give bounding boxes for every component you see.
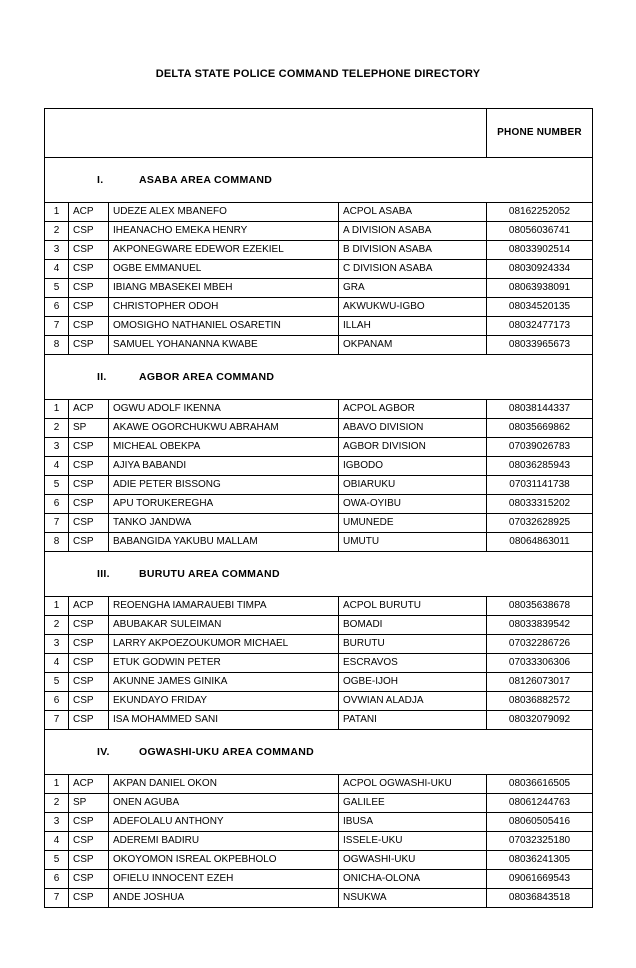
cell-station: ACPOL ASABA xyxy=(339,203,487,222)
table-row xyxy=(45,495,593,514)
cell-phone-number: 08036616505 xyxy=(487,775,593,794)
cell-serial: 6 xyxy=(45,870,69,889)
page-title: DELTA STATE POLICE COMMAND TELEPHONE DIRECTORY xyxy=(155,68,481,80)
cell-rank: ACP xyxy=(69,203,109,222)
cell-rank: CSP xyxy=(69,870,109,889)
cell-officer-name: ANDE JOSHUA xyxy=(109,889,339,908)
cell-rank: CSP xyxy=(69,495,109,514)
table-row xyxy=(45,476,593,495)
cell-serial: 3 xyxy=(45,438,69,457)
cell-rank: CSP xyxy=(69,832,109,851)
cell-officer-name: CHRISTOPHER ODOH xyxy=(109,298,339,317)
section-heading xyxy=(45,355,593,400)
cell-rank: CSP xyxy=(69,533,109,552)
cell-officer-name: AKPAN DANIEL OKON xyxy=(109,775,339,794)
table-row xyxy=(45,260,593,279)
cell-rank: CSP xyxy=(69,241,109,260)
cell-station: OWA-OYIBU xyxy=(339,495,487,514)
cell-serial: 6 xyxy=(45,692,69,711)
cell-rank: CSP xyxy=(69,457,109,476)
cell-station: OKPANAM xyxy=(339,336,487,355)
table-row xyxy=(45,457,593,476)
cell-station: PATANI xyxy=(339,711,487,730)
cell-serial: 7 xyxy=(45,889,69,908)
section-roman-numeral: I. xyxy=(97,174,104,186)
table-row xyxy=(45,298,593,317)
cell-serial: 7 xyxy=(45,317,69,336)
table-row xyxy=(45,673,593,692)
cell-phone-number: 08060505416 xyxy=(487,813,593,832)
cell-serial: 8 xyxy=(45,336,69,355)
cell-officer-name: SAMUEL YOHANANNA KWABE xyxy=(109,336,339,355)
cell-phone-number: 07031141738 xyxy=(487,476,593,495)
section-heading-row xyxy=(45,552,593,597)
cell-serial: 3 xyxy=(45,241,69,260)
section-heading-row xyxy=(45,355,593,400)
cell-phone-number: 08032079092 xyxy=(487,711,593,730)
cell-phone-number: 08035669862 xyxy=(487,419,593,438)
cell-station: A DIVISION ASABA xyxy=(339,222,487,241)
cell-officer-name: OFIELU INNOCENT EZEH xyxy=(109,870,339,889)
cell-officer-name: ABUBAKAR SULEIMAN xyxy=(109,616,339,635)
table-row xyxy=(45,336,593,355)
cell-rank: CSP xyxy=(69,476,109,495)
cell-station: OGWASHI-UKU xyxy=(339,851,487,870)
section-heading xyxy=(45,552,593,597)
cell-rank: CSP xyxy=(69,692,109,711)
cell-phone-number: 08030924334 xyxy=(487,260,593,279)
cell-officer-name: OGWU ADOLF IKENNA xyxy=(109,400,339,419)
cell-phone-number: 08126073017 xyxy=(487,673,593,692)
cell-serial: 7 xyxy=(45,514,69,533)
table-row xyxy=(45,870,593,889)
cell-officer-name: ONEN AGUBA xyxy=(109,794,339,813)
document-page xyxy=(0,68,636,968)
cell-officer-name: AJIYA BABANDI xyxy=(109,457,339,476)
directory-table xyxy=(44,108,593,908)
cell-officer-name: LARRY AKPOEZOUKUMOR MICHAEL xyxy=(109,635,339,654)
cell-serial: 8 xyxy=(45,533,69,552)
table-row xyxy=(45,241,593,260)
cell-rank: CSP xyxy=(69,654,109,673)
table-row xyxy=(45,794,593,813)
cell-phone-number: 08036285943 xyxy=(487,457,593,476)
cell-phone-number: 08033902514 xyxy=(487,241,593,260)
section-roman-numeral: III. xyxy=(97,568,110,580)
cell-station: ACPOL OGWASHI-UKU xyxy=(339,775,487,794)
cell-phone-number: 08064863011 xyxy=(487,533,593,552)
cell-station: IGBODO xyxy=(339,457,487,476)
cell-serial: 3 xyxy=(45,635,69,654)
cell-station: OGBE-IJOH xyxy=(339,673,487,692)
cell-phone-number: 07032325180 xyxy=(487,832,593,851)
directory-table-wrapper xyxy=(44,108,592,908)
cell-phone-number: 07032286726 xyxy=(487,635,593,654)
cell-officer-name: BABANGIDA YAKUBU MALLAM xyxy=(109,533,339,552)
cell-rank: CSP xyxy=(69,889,109,908)
table-row xyxy=(45,438,593,457)
cell-phone-number: 07032628925 xyxy=(487,514,593,533)
column-header-phone: PHONE NUMBER xyxy=(487,109,593,158)
cell-rank: CSP xyxy=(69,317,109,336)
cell-phone-number: 08033839542 xyxy=(487,616,593,635)
section-roman-numeral: II. xyxy=(97,371,107,383)
cell-rank: CSP xyxy=(69,711,109,730)
cell-station: ILLAH xyxy=(339,317,487,336)
cell-station: UMUTU xyxy=(339,533,487,552)
cell-officer-name: REOENGHA IAMARAUEBI TIMPA xyxy=(109,597,339,616)
cell-serial: 1 xyxy=(45,400,69,419)
cell-station: AKWUKWU-IGBO xyxy=(339,298,487,317)
section-label: BURUTU AREA COMMAND xyxy=(139,568,280,580)
table-row xyxy=(45,317,593,336)
cell-station: B DIVISION ASABA xyxy=(339,241,487,260)
cell-phone-number: 08036241305 xyxy=(487,851,593,870)
cell-officer-name: AKUNNE JAMES GINIKA xyxy=(109,673,339,692)
cell-serial: 4 xyxy=(45,832,69,851)
cell-serial: 5 xyxy=(45,279,69,298)
cell-station: ONICHA-OLONA xyxy=(339,870,487,889)
table-row xyxy=(45,775,593,794)
table-row xyxy=(45,851,593,870)
cell-officer-name: OGBE EMMANUEL xyxy=(109,260,339,279)
cell-station: ACPOL AGBOR xyxy=(339,400,487,419)
cell-serial: 2 xyxy=(45,419,69,438)
table-row xyxy=(45,711,593,730)
cell-phone-number: 08056036741 xyxy=(487,222,593,241)
section-heading xyxy=(45,158,593,203)
cell-phone-number: 08036882572 xyxy=(487,692,593,711)
section-roman-numeral: IV. xyxy=(97,746,110,758)
cell-rank: CSP xyxy=(69,260,109,279)
cell-rank: ACP xyxy=(69,400,109,419)
cell-serial: 1 xyxy=(45,597,69,616)
cell-officer-name: AKAWE OGORCHUKWU ABRAHAM xyxy=(109,419,339,438)
cell-station: ABAVO DIVISION xyxy=(339,419,487,438)
cell-serial: 7 xyxy=(45,711,69,730)
table-row xyxy=(45,597,593,616)
cell-serial: 5 xyxy=(45,673,69,692)
cell-officer-name: ETUK GODWIN PETER xyxy=(109,654,339,673)
cell-serial: 6 xyxy=(45,298,69,317)
cell-serial: 5 xyxy=(45,476,69,495)
cell-station: IBUSA xyxy=(339,813,487,832)
cell-officer-name: ADIE PETER BISSONG xyxy=(109,476,339,495)
cell-phone-number: 08038144337 xyxy=(487,400,593,419)
table-row xyxy=(45,533,593,552)
cell-serial: 4 xyxy=(45,654,69,673)
cell-rank: CSP xyxy=(69,673,109,692)
table-header-row xyxy=(45,109,593,158)
cell-station: OBIARUKU xyxy=(339,476,487,495)
cell-station: NSUKWA xyxy=(339,889,487,908)
cell-rank: SP xyxy=(69,419,109,438)
cell-officer-name: OMOSIGHO NATHANIEL OSARETIN xyxy=(109,317,339,336)
cell-officer-name: UDEZE ALEX MBANEFO xyxy=(109,203,339,222)
cell-phone-number: 07033306306 xyxy=(487,654,593,673)
cell-station: C DIVISION ASABA xyxy=(339,260,487,279)
cell-officer-name: AKPONEGWARE EDEWOR EZEKIEL xyxy=(109,241,339,260)
cell-serial: 2 xyxy=(45,616,69,635)
cell-rank: CSP xyxy=(69,813,109,832)
cell-phone-number: 08162252052 xyxy=(487,203,593,222)
cell-rank: CSP xyxy=(69,222,109,241)
cell-serial: 2 xyxy=(45,222,69,241)
cell-rank: CSP xyxy=(69,336,109,355)
cell-phone-number: 08033315202 xyxy=(487,495,593,514)
cell-serial: 4 xyxy=(45,457,69,476)
cell-serial: 6 xyxy=(45,495,69,514)
cell-station: UMUNEDE xyxy=(339,514,487,533)
cell-phone-number: 09061669543 xyxy=(487,870,593,889)
table-row xyxy=(45,616,593,635)
cell-officer-name: ADEFOLALU ANTHONY xyxy=(109,813,339,832)
cell-serial: 1 xyxy=(45,775,69,794)
cell-serial: 4 xyxy=(45,260,69,279)
cell-rank: CSP xyxy=(69,279,109,298)
table-row xyxy=(45,203,593,222)
cell-station: OVWIAN ALADJA xyxy=(339,692,487,711)
table-row xyxy=(45,400,593,419)
table-row xyxy=(45,832,593,851)
cell-officer-name: TANKO JANDWA xyxy=(109,514,339,533)
cell-serial: 5 xyxy=(45,851,69,870)
cell-serial: 3 xyxy=(45,813,69,832)
cell-officer-name: EKUNDAYO FRIDAY xyxy=(109,692,339,711)
cell-rank: ACP xyxy=(69,597,109,616)
cell-phone-number: 08035638678 xyxy=(487,597,593,616)
cell-station: GRA xyxy=(339,279,487,298)
cell-serial: 1 xyxy=(45,203,69,222)
cell-phone-number: 08032477173 xyxy=(487,317,593,336)
table-row xyxy=(45,813,593,832)
cell-station: ACPOL BURUTU xyxy=(339,597,487,616)
cell-officer-name: ADEREMI BADIRU xyxy=(109,832,339,851)
cell-officer-name: MICHEAL OBEKPA xyxy=(109,438,339,457)
section-heading-row xyxy=(45,158,593,203)
section-heading-row xyxy=(45,730,593,775)
table-header-blank xyxy=(45,109,487,158)
cell-rank: CSP xyxy=(69,438,109,457)
section-label: ASABA AREA COMMAND xyxy=(139,174,273,186)
cell-rank: CSP xyxy=(69,616,109,635)
cell-officer-name: OKOYOMON ISREAL OKPEBHOLO xyxy=(109,851,339,870)
table-row xyxy=(45,514,593,533)
cell-officer-name: IBIANG MBASEKEI MBEH xyxy=(109,279,339,298)
cell-rank: CSP xyxy=(69,635,109,654)
cell-rank: ACP xyxy=(69,775,109,794)
table-row xyxy=(45,222,593,241)
table-row xyxy=(45,635,593,654)
cell-phone-number: 07039026783 xyxy=(487,438,593,457)
table-row xyxy=(45,654,593,673)
section-label: OGWASHI-UKU AREA COMMAND xyxy=(139,746,314,758)
table-row xyxy=(45,419,593,438)
cell-phone-number: 08036843518 xyxy=(487,889,593,908)
cell-rank: CSP xyxy=(69,851,109,870)
cell-officer-name: IHEANACHO EMEKA HENRY xyxy=(109,222,339,241)
table-row xyxy=(45,692,593,711)
cell-station: ISSELE-UKU xyxy=(339,832,487,851)
section-label: AGBOR AREA COMMAND xyxy=(139,371,275,383)
cell-rank: SP xyxy=(69,794,109,813)
table-row xyxy=(45,279,593,298)
cell-phone-number: 08063938091 xyxy=(487,279,593,298)
table-row xyxy=(45,889,593,908)
cell-station: BURUTU xyxy=(339,635,487,654)
cell-phone-number: 08033965673 xyxy=(487,336,593,355)
cell-station: BOMADI xyxy=(339,616,487,635)
cell-rank: CSP xyxy=(69,514,109,533)
cell-officer-name: ISA MOHAMMED SANI xyxy=(109,711,339,730)
section-heading xyxy=(45,730,593,775)
cell-phone-number: 08034520135 xyxy=(487,298,593,317)
cell-phone-number: 08061244763 xyxy=(487,794,593,813)
cell-station: ESCRAVOS xyxy=(339,654,487,673)
cell-station: AGBOR DIVISION xyxy=(339,438,487,457)
cell-station: GALILEE xyxy=(339,794,487,813)
cell-rank: CSP xyxy=(69,298,109,317)
cell-serial: 2 xyxy=(45,794,69,813)
cell-officer-name: APU TORUKEREGHA xyxy=(109,495,339,514)
